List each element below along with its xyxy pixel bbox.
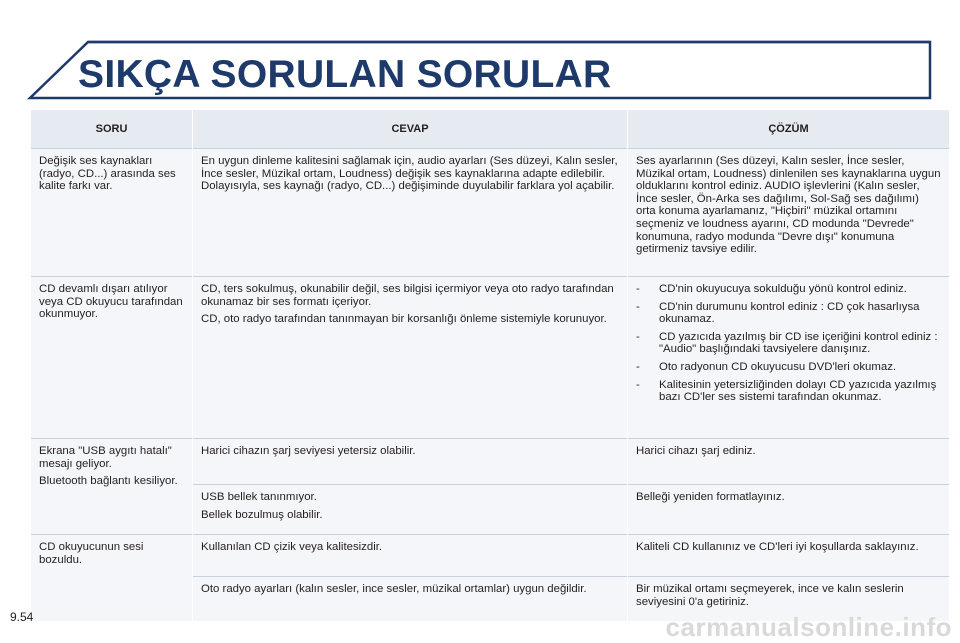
answer-text: Kullanılan CD çizik veya kalitesizdir. — [201, 541, 383, 554]
solution-text: Belleği yeniden formatlayınız. — [636, 491, 785, 503]
watermark-text: carmanualsonline.info — [665, 612, 952, 642]
answer-cell — [193, 149, 628, 277]
answer-cell — [193, 277, 628, 439]
answer-cell — [193, 439, 628, 485]
answer-text: En uygun dinleme kalitesini sağlamak için, audio ayarları (Ses düzeyi, Kalın sesler, İnce sesler, Müzikal ortam, Loudness) değişik ses kaynaklarına adapte edilebilir. Dolayısıyla, ses kaynağı (radyo, CD...) değişiminde duyulabilir farklara yol açabilir. — [201, 155, 618, 193]
table-row — [31, 277, 950, 439]
answer-text: Oto radyo ayarları (kalın sesler, ince sesler, müzikal ortamlar) uygun değildir. — [201, 583, 587, 596]
solution-cell — [628, 485, 950, 535]
table-row — [31, 535, 950, 577]
question-text: CD okuyucunun sesi bozuldu. — [39, 541, 144, 566]
solution-list-item: - CD'nin okuyucuya sokulduğu yönü kontrol ediniz. — [636, 283, 941, 296]
page-title: SIKÇA SORULAN SORULAR — [78, 53, 612, 96]
page-number: 9.54 — [10, 610, 34, 624]
table-row — [31, 439, 950, 485]
answer-cell — [193, 577, 628, 622]
table-header-row — [31, 110, 950, 149]
question-cell — [31, 149, 193, 277]
solution-cell — [628, 439, 950, 485]
solution-list — [636, 283, 941, 404]
answer-text: CD, ters sokulmuş, okunabilir değil, ses bilgisi içermiyor veya oto radyo tarafından okunamaz bir ses formatı içeriyor. — [201, 283, 614, 308]
question-text: Değişik ses kaynakları (radyo, CD...) arasında ses kalite farkı var. — [39, 155, 176, 193]
question-cell — [31, 277, 193, 439]
solution-text: Ses ayarlarının (Ses düzeyi, Kalın sesler, İnce sesler, Müzikal ortam, Loudness) dinlenilen ses kaynaklarına uygun olduklarını kontrol ediniz. AUDIO işlevlerini (Kalın sesler, İnce sesler, Ön-Arka ses dağılımı, Sol-Sağ ses dağılımı) orta konuma ayarlamanız, "Hiçbiri" müzikal ortamını seçmeniz ve loudness ayarını, CD modunda "Devrede" konumuna, radyo modunda "Devre dışı" konumuna getirmeniz tavsiye edilir. — [636, 155, 941, 256]
question-text: Ekrana "USB aygıtı hatalı" mesajı geliyor. — [39, 445, 172, 470]
answer-text: CD, oto radyo tarafından tanınmayan bir korsanlığı önleme sistemiyle korunuyor. — [201, 313, 607, 326]
answer-text: Harici cihazın şarj seviyesi yetersiz olabilir. — [201, 445, 416, 457]
question-text: CD devamlı dışarı atılıyor veya CD okuyucu tarafından okunmuyor. — [39, 283, 183, 321]
question-cell — [31, 439, 193, 535]
solution-text: Bir müzikal ortamı seçmeyerek, ince ve kalın seslerin seviyesini 0'a getiriniz. — [636, 583, 904, 608]
question-text: Bluetooth bağlantı kesiliyor. — [39, 475, 178, 488]
solution-cell — [628, 535, 950, 577]
answer-text: Bellek bozulmuş olabilir. — [201, 508, 323, 521]
solution-list-item: - Oto radyonun CD okuyucusu DVD'leri okumaz. — [636, 361, 941, 374]
table-row — [31, 149, 950, 277]
column-header-solution: ÇÖZÜM — [628, 110, 950, 149]
solution-text: Kaliteli CD kullanınız ve CD'leri iyi koşullarda saklayınız. — [636, 541, 919, 554]
question-cell — [31, 535, 193, 622]
solution-list-item: - CD yazıcıda yazılmış bir CD ise içeriğini kontrol ediniz : "Audio" başlığındaki tavsiyelere danışınız. — [636, 331, 941, 356]
answer-cell — [193, 485, 628, 535]
column-header-answer: CEVAP — [193, 110, 628, 149]
column-header-question: SORU — [31, 110, 193, 149]
solution-text: Harici cihazı şarj ediniz. — [636, 445, 756, 457]
faq-table — [30, 110, 949, 621]
solution-cell — [628, 277, 950, 439]
page-header — [0, 0, 960, 110]
solution-cell — [628, 149, 950, 277]
answer-cell — [193, 535, 628, 577]
solution-list-item: - Kalitesinin yetersizliğinden dolayı CD yazıcıda yazılmış bazı CD'ler ses sistemi tarafından okunmaz. — [636, 379, 941, 404]
solution-list-item: - CD'nin durumunu kontrol ediniz : CD çok hasarlıysa okunamaz. — [636, 301, 941, 326]
answer-text: USB bellek tanınmıyor. — [201, 491, 317, 503]
